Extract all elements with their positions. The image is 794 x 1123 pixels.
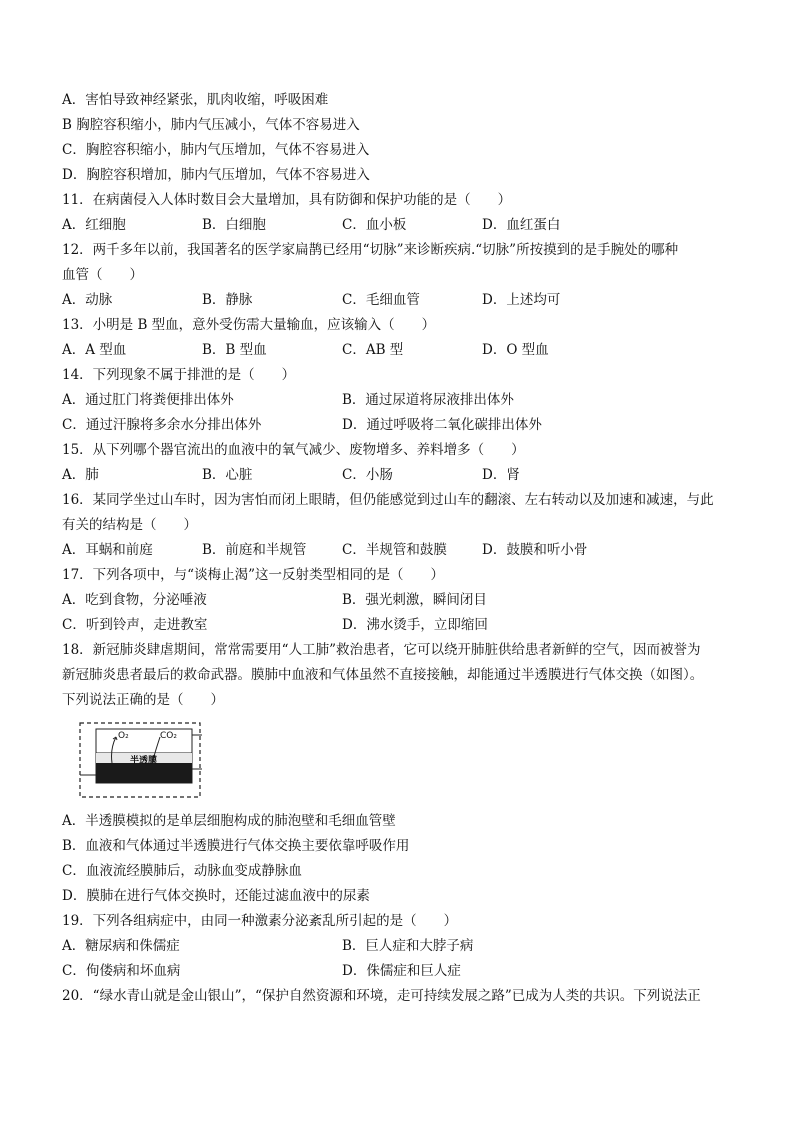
q14-options-row-1	[62, 388, 742, 413]
q19-option-b: B．巨人症和大脖子病	[342, 938, 474, 954]
q13-option-a: A．A 型血	[62, 342, 127, 358]
q16-option-c: C．半规管和鼓膜	[342, 542, 447, 558]
q10-option-c: C．胸腔容积缩小，肺内气压增加，气体不容易进入	[62, 142, 370, 158]
q14-options-row-2	[62, 413, 742, 438]
q20-stem: 20．“绿水青山就是金山银山”，“保护自然资源和环境，走可持续发展之路”已成为人类的共识。下列说法正	[62, 988, 701, 1004]
membrane-lung-figure	[74, 719, 206, 801]
q10-option-b: B 胸腔容积缩小，肺内气压减小，气体不容易进入	[62, 117, 360, 133]
q10-option-a: A．害怕导致神经紧张，肌肉收缩，呼吸困难	[62, 92, 329, 108]
q17-option-a: A．吃到食物，分泌唾液	[62, 592, 207, 608]
membrane-label: 半透膜	[130, 756, 158, 766]
q17-option-d: D．沸水烫手，立即缩回	[342, 617, 488, 633]
exam-page	[62, 88, 742, 1009]
q18-stem-1: 18．新冠肺炎肆虐期间，常常需要用“人工肺”救治患者，它可以绕开肺脏供给患者新鲜的空气，因而被誉为	[62, 642, 701, 658]
q13-option-b: B．B 型血	[202, 342, 267, 358]
q15-option-c: C．小肠	[342, 467, 393, 483]
q19-options-row-1	[62, 934, 742, 959]
q18-option-a: A．半透膜模拟的是单层细胞构成的肺泡壁和毛细血管壁	[62, 813, 396, 829]
q12-options	[62, 288, 742, 313]
q19-option-d: D．侏儒症和巨人症	[342, 963, 461, 979]
q16-stem-1: 16．某同学坐过山车时，因为害怕而闭上眼睛，但仍能感觉到过山车的翻滚、左右转动以及加速和减速，与此	[62, 492, 714, 508]
q19-options-row-2	[62, 959, 742, 984]
q13-options	[62, 338, 742, 363]
q18-option-c: C．血液流经膜肺后，动脉血变成静脉血	[62, 863, 302, 879]
q11-option-c: C．血小板	[342, 217, 407, 233]
q18-stem-3: 下列说法正确的是（ ）	[62, 692, 224, 708]
q14-option-c: C．通过汗腺将多余水分排出体外	[62, 417, 262, 433]
q14-option-b: B．通过尿道将尿液排出体外	[342, 392, 514, 408]
q17-option-c: C．听到铃声，走进教室	[62, 617, 208, 633]
q14-stem: 14．下列现象不属于排泄的是（ ）	[62, 367, 296, 383]
q11-options	[62, 213, 742, 238]
q19-option-c: C．佝偻病和坏血病	[62, 963, 181, 979]
blood-layer	[96, 763, 192, 783]
q11-option-a: A．红细胞	[62, 217, 126, 233]
q18-option-d: D．膜肺在进行气体交换时，还能过滤血液中的尿素	[62, 888, 370, 904]
q11-option-d: D．血红蛋白	[482, 217, 561, 233]
q16-stem-2: 有关的结构是（ ）	[62, 517, 197, 533]
q17-options-row-1	[62, 588, 742, 613]
q19-option-a: A．糖尿病和侏儒症	[62, 938, 180, 954]
o2-label: O₂	[118, 731, 129, 741]
q16-option-d: D．鼓膜和听小骨	[482, 542, 588, 558]
q12-stem-1: 12．两千多年以前，我国著名的医学家扁鹊已经用“切脉”来诊断疾病.“切脉”所按摸到的是手腕处的哪种	[62, 242, 679, 258]
q10-option-d: D．胸腔容积增加，肺内气压增加，气体不容易进入	[62, 167, 370, 183]
q15-option-d: D．肾	[482, 467, 520, 483]
q18-stem-2: 新冠肺炎患者最后的救命武器。膜肺中血液和气体虽然不直接接触，却能通过半透膜进行气体交换（如图）。	[62, 667, 704, 683]
q14-option-a: A．通过肛门将粪便排出体外	[62, 392, 234, 408]
q15-option-a: A．肺	[62, 467, 99, 483]
q16-option-b: B．前庭和半规管	[202, 542, 307, 558]
q16-options	[62, 538, 742, 563]
q13-option-c: C．AB 型	[342, 342, 404, 358]
q18-option-b: B．血液和气体通过半透膜进行气体交换主要依靠呼吸作用	[62, 838, 410, 854]
q11-stem: 11．在病菌侵入人体时数目会大量增加，具有防御和保护功能的是（ ）	[62, 192, 512, 208]
q11-option-b: B．白细胞	[202, 217, 266, 233]
q16-option-a: A．耳蜗和前庭	[62, 542, 153, 558]
q12-option-d: D．上述均可	[482, 292, 561, 308]
q13-option-d: D．O 型血	[482, 342, 549, 358]
q13-stem: 13．小明是 B 型血，意外受伤需大量输血，应该输入（ ）	[62, 317, 436, 333]
q15-stem: 15．从下列哪个器官流出的血液中的氧气减少、废物增多、养料增多（ ）	[62, 442, 525, 458]
q15-option-b: B．心脏	[202, 467, 253, 483]
co2-label: CO₂	[160, 731, 177, 741]
q12-option-c: C．毛细血管	[342, 292, 420, 308]
q14-option-d: D．通过呼吸将二氧化碳排出体外	[342, 417, 542, 433]
q19-stem: 19．下列各组病症中，由同一种激素分泌紊乱所引起的是（ ）	[62, 913, 458, 929]
q17-options-row-2	[62, 613, 742, 638]
q17-stem: 17．下列各项中，与“谈梅止渴”这一反射类型相同的是（ ）	[62, 567, 444, 583]
q12-option-a: A．动脉	[62, 292, 113, 308]
q12-option-b: B．静脉	[202, 292, 253, 308]
q12-stem-2: 血管（ ）	[62, 267, 143, 283]
q15-options	[62, 463, 742, 488]
q17-option-b: B．强光刺激，瞬间闭目	[342, 592, 487, 608]
